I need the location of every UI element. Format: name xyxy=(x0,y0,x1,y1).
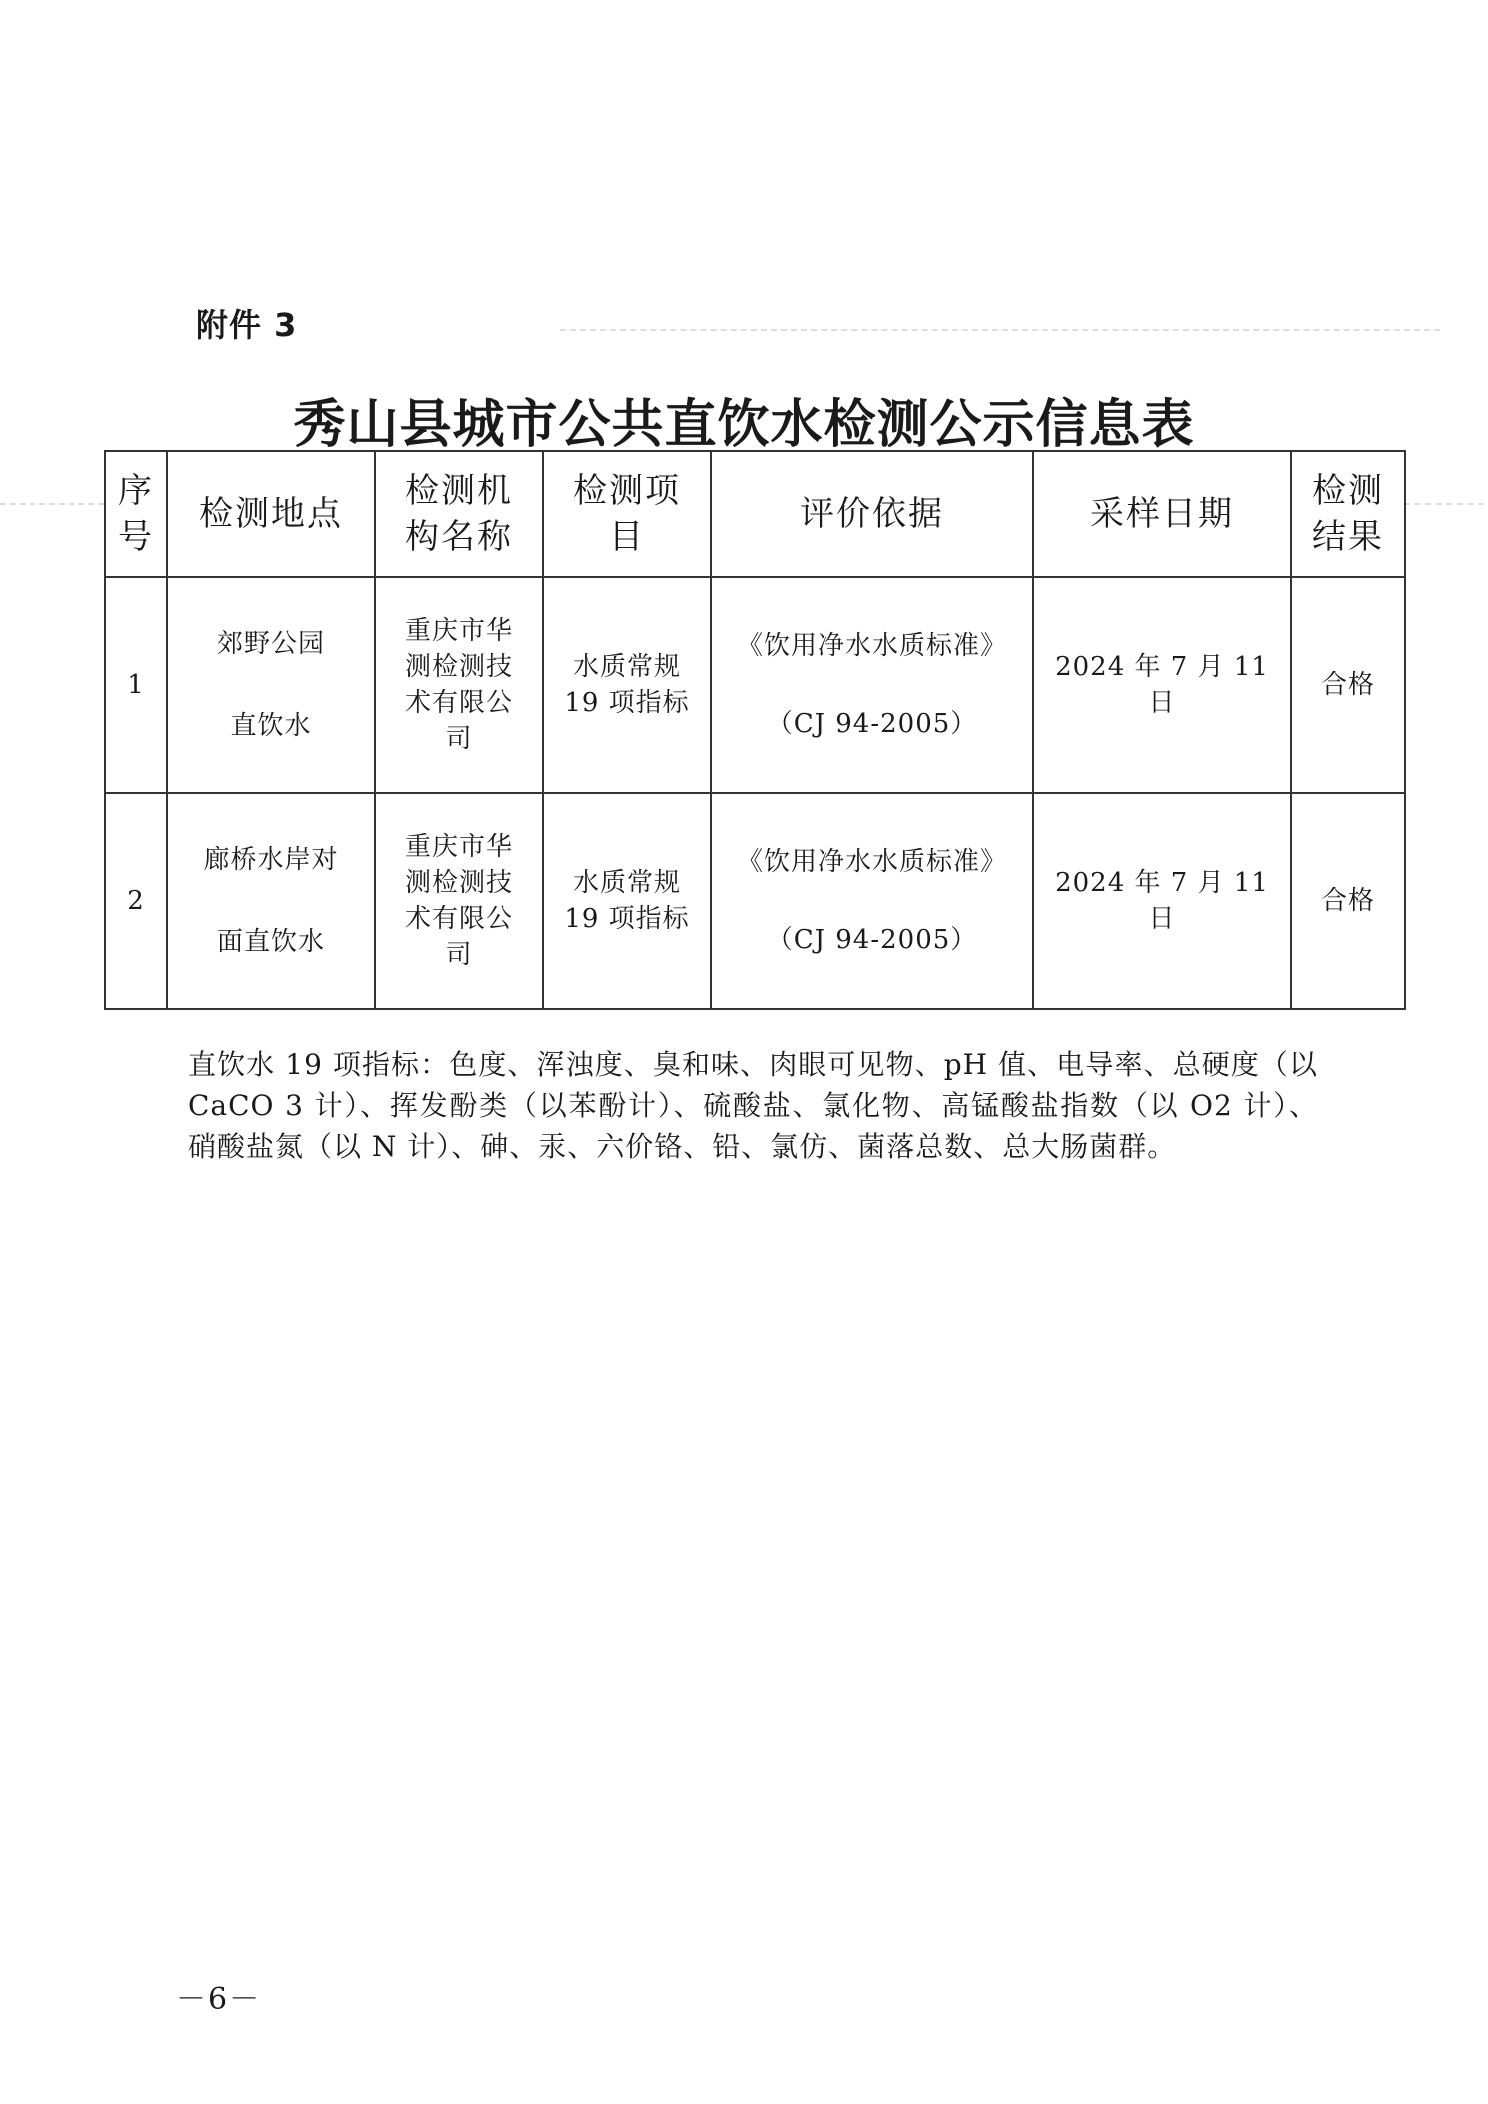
header-index: 序 号 xyxy=(105,451,167,577)
header-date: 采样日期 xyxy=(1033,451,1291,577)
header-result: 检测 结果 xyxy=(1291,451,1405,577)
row-agency: 重庆市华 测检测技 术有限公 司 xyxy=(375,793,543,1009)
row-result: 合格 xyxy=(1291,793,1405,1009)
indicator-note: 直饮水 19 项指标：色度、浑浊度、臭和味、肉眼可见物、pH 值、电导率、总硬度（以 CaCO 3 计）、挥发酚类（以苯酚计）、硫酸盐、氯化物、高锰酸盐指数（以 O2 计）、硝酸盐氮（以 N 计）、砷、汞、六价铬、铅、氯仿、菌落总数、总大肠菌群。 xyxy=(188,1048,1318,1163)
header-item: 检测项 目 xyxy=(543,451,711,577)
scan-artifact-line xyxy=(560,329,1440,331)
row-index: 1 xyxy=(105,577,167,793)
table-header-row xyxy=(105,451,1405,577)
attachment-label: 附件 3 xyxy=(196,306,298,344)
row-item: 水质常规 19 项指标 xyxy=(543,577,711,793)
inspection-info-table xyxy=(104,450,1406,1010)
page-number: －6－ xyxy=(176,1982,262,2017)
scan-artifact-line xyxy=(0,503,104,505)
scan-artifact-line xyxy=(1404,503,1484,505)
row-item: 水质常规 19 项指标 xyxy=(543,793,711,1009)
row-agency: 重庆市华 测检测技 术有限公 司 xyxy=(375,577,543,793)
row-result: 合格 xyxy=(1291,577,1405,793)
row-location: 廊桥水岸对 面直饮水 xyxy=(167,793,375,1009)
row-date: 2024 年 7 月 11 日 xyxy=(1033,793,1291,1009)
table-row xyxy=(105,793,1405,1009)
row-date: 2024 年 7 月 11 日 xyxy=(1033,577,1291,793)
header-location: 检测地点 xyxy=(167,451,375,577)
row-index: 2 xyxy=(105,793,167,1009)
page-title: 秀山县城市公共直饮水检测公示信息表 xyxy=(293,395,1195,455)
row-basis: 《饮用净水水质标准》 （CJ 94-2005） xyxy=(711,577,1033,793)
header-basis: 评价依据 xyxy=(711,451,1033,577)
table-row xyxy=(105,577,1405,793)
row-basis: 《饮用净水水质标准》 （CJ 94-2005） xyxy=(711,793,1033,1009)
row-location: 郊野公园 直饮水 xyxy=(167,577,375,793)
header-agency: 检测机 构名称 xyxy=(375,451,543,577)
